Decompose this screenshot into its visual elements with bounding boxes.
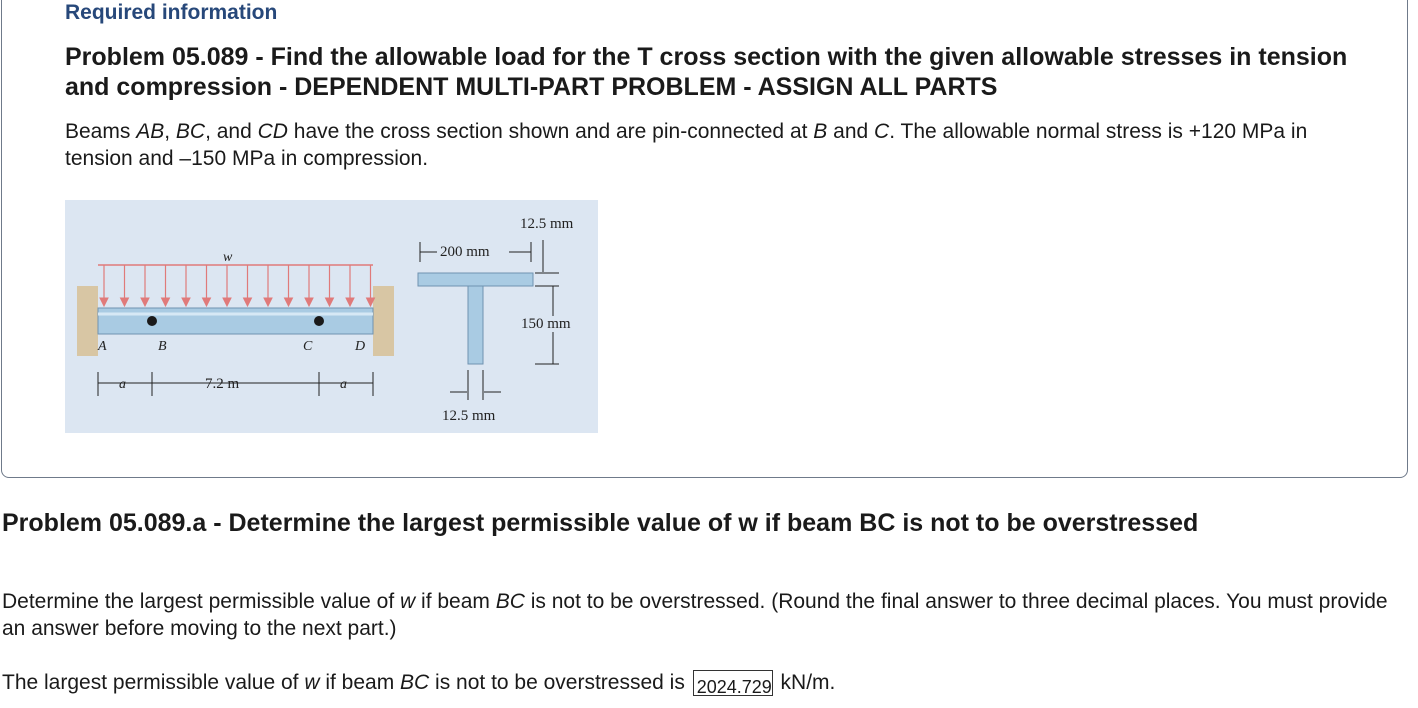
load-arrow-head — [162, 298, 170, 306]
load-arrows — [100, 265, 375, 306]
part-question: Determine the largest permissible value of w if beam BC is not to be overstressed. (Round the final answer to three decimal places. You must provide an answer before moving to the next part.) — [2, 590, 1388, 640]
label-b: B — [158, 339, 167, 354]
load-arrow-head — [346, 298, 354, 306]
dim-a-left: a — [119, 377, 126, 392]
dim-a-right: a — [340, 377, 347, 392]
dim-web-height: 150 mm — [521, 316, 571, 332]
label-w: w — [223, 250, 233, 265]
beam-body — [98, 308, 373, 334]
answer-input[interactable]: 2024.729 — [693, 670, 773, 696]
load-arrow-head — [100, 298, 108, 306]
unit-label: kN/m. — [780, 671, 836, 694]
left-wall — [77, 286, 98, 356]
load-arrow-head — [305, 298, 313, 306]
dim-web-thickness: 12.5 mm — [442, 408, 496, 424]
problem-title: Problem 05.089 - Find the allowable load for the T cross section with the given allowable stresses in tension and compression - DEPENDENT MULTI-PART PROBLEM - ASSIGN ALL PARTS — [65, 43, 1348, 101]
load-arrow-head — [285, 298, 293, 306]
load-arrow-head — [326, 298, 334, 306]
pin-c — [314, 316, 324, 326]
pin-b — [147, 316, 157, 326]
label-d: D — [355, 339, 366, 354]
part-title: Problem 05.089.a - Determine the largest permissible value of w if beam BC is not to be overstressed — [2, 509, 1199, 537]
dim-flange-thickness: 12.5 mm — [520, 216, 574, 232]
beam-diagram — [65, 200, 598, 433]
load-arrow-head — [264, 298, 272, 306]
answer-line: The largest permissible value of w if beam BC is not to be overstressed is 2024.729 kN/m. — [2, 671, 836, 697]
load-arrow-head — [182, 298, 190, 306]
dim-flange-width: 200 mm — [440, 244, 490, 260]
load-arrow-head — [121, 298, 129, 306]
label-a: A — [98, 339, 107, 354]
t-flange — [418, 273, 533, 286]
required-info-heading: Required information — [65, 1, 278, 24]
load-arrow-head — [141, 298, 149, 306]
right-wall — [373, 286, 394, 356]
problem-description: Beams AB, BC, and CD have the cross section shown and are pin-connected at B and C. The allowable normal stress is +120 MPa in tension and –150 MPa in compression. — [65, 120, 1308, 170]
dim-span: 7.2 m — [205, 376, 240, 392]
beam-figure — [65, 200, 598, 433]
label-c: C — [303, 339, 313, 354]
load-arrow-head — [244, 298, 252, 306]
load-arrow-head — [223, 298, 231, 306]
t-web — [468, 286, 483, 364]
load-arrow-head — [203, 298, 211, 306]
